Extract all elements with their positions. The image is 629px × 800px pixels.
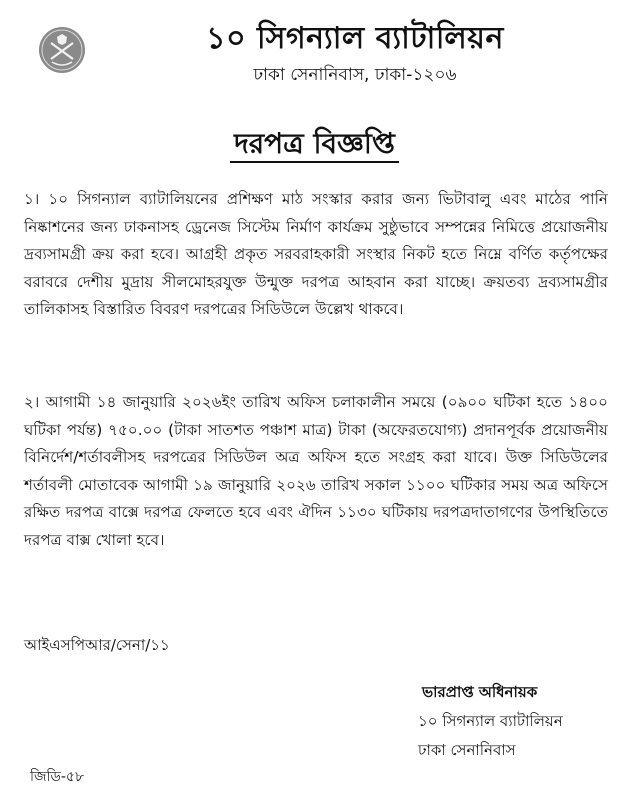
- notice-paragraph-2: ২। আগামী ১৪ জানুয়ারি ২০২৬ইং তারিখ অফিস চলাকালীন সময়ে (০৯০০ ঘটিকা হতে ১৪০০ ঘটিকা পর্যন্ত) ৭৫০.০০ (টাকা সাতশত পঞ্চাশ মাত্র) টাকা (অফেরতযোগ্য) প্রদানপূর্বক প্রয়োজনীয় বিনির্দেশ/শর্তাবলীসহ দরপত্রের সিডিউল অত্র অফিস হতে সংগ্রহ করা যাবে। উক্ত সিডিউলের শর্তাবলী মোতাবেক আগামী ১৯ জানুয়ারি ২০২৬ তারিখ সকাল ১১০০ ঘটিকার সময় অত্র অফিসে রক্ষিত দরপত্র বাক্সে দরপত্র ফেলতে হবে এবং ঐদিন ১১৩০ ঘটিকায় দরপত্রদাতাগণের উপস্থিতিতে দরপত্র বাক্স খোলা হবে।: [24, 393, 608, 549]
- signatory-place: ঢাকা সেনানিবাস: [418, 741, 516, 759]
- notice-paragraph-1: ১। ১০ সিগন্যাল ব্যাটালিয়নের প্রশিক্ষণ মাঠ সংস্কার করার জন্য ভিটাবালু এবং মাঠের পানি নিষ্কাশনের জন্য ঢাকনাসহ ড্রেনেজ সিস্টেম নির্মাণ কার্যক্রম সুষ্ঠুভাবে সম্পন্নের নিমিত্তে প্রয়োজনীয় দ্রব্যসামগ্রী ক্রয় করা হবে। আগ্রহী প্রকৃত সরবরাহকারী সংস্থার নিকট হতে নিম্নে বর্ণিত কর্তৃপক্ষের বরাবরে দেশীয় মুদ্রায় সীলমোহরযুক্ত উন্মুক্ত দরপত্র আহবান করা যাচ্ছে। ক্রয়তব্য দ্রব্যসামগ্রীর তালিকাসহ বিস্তারিত বিবরণ দরপত্রের সিডিউলে উল্লেখ থাকবে।: [24, 190, 608, 319]
- notice-heading: [0, 122, 629, 169]
- notice-heading-text: দরপত্র বিজ্ঞপ্তি: [230, 127, 399, 163]
- gd-code: জিডি-৫৮: [30, 769, 85, 785]
- reference-number: আইএসপিআর/সেনা/১১: [24, 636, 170, 654]
- army-crest-icon: [38, 26, 86, 74]
- signatory-title: ভারপ্রাপ্ত অধিনায়ক: [422, 683, 538, 701]
- unit-title: ১০ সিগন্যাল ব্যাটালিয়ন: [206, 21, 504, 56]
- signatory-unit: ১০ সিগন্যাল ব্যাটালিয়ন: [418, 712, 563, 730]
- unit-address: ঢাকা সেনানিবাস, ঢাকা-১২০৬: [253, 65, 457, 85]
